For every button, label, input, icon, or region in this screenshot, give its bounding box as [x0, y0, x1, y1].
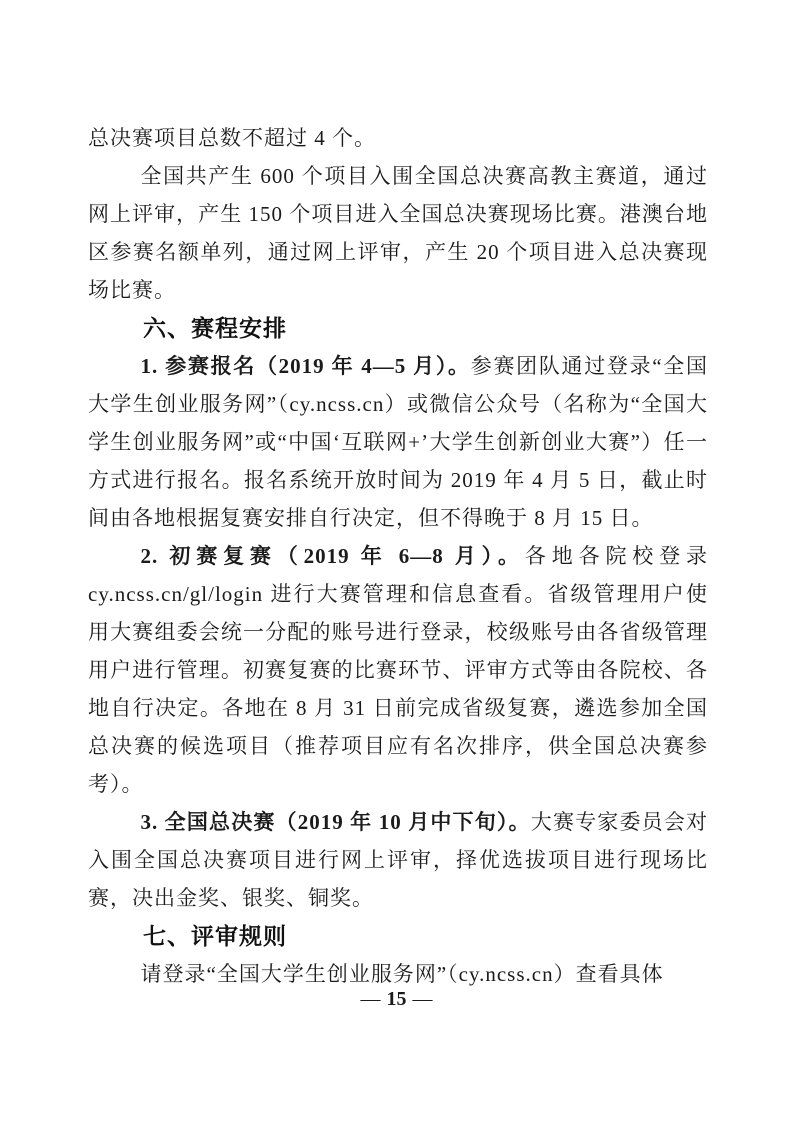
page-number: 15 — [386, 988, 407, 1010]
paragraph-quota: 全国共产生 600 个项目入围全国总决赛高教主赛道，通过网上评审，产生 150 个项目进入全国总决赛现场比赛。港澳台地区参赛名额单列，通过网上评审，产生 20 个项目进入总决赛现场比赛。 — [88, 164, 708, 302]
paragraph-intro-continued: 总决赛项目总数不超过 4 个。 — [88, 126, 376, 150]
paragraph-schedule-item-2 — [88, 537, 708, 803]
schedule-item-2-body: 各地各院校登录 cy.ncss.cn/gl/login 进行大赛管理和信息查看。省级管理用户使用大赛组委会统一分配的账号进行登录，校级账号由各省级管理用户进行管理。初赛复赛的比赛环节、评审方式等由各院校、各地自行决定。各地在 8 月 31 日前完成省级复赛，遴选参加全国总决赛的候选项目（推荐项目应有名次排序，供全国总决赛参考）。 — [88, 544, 709, 796]
footer-dash-right: — — [412, 988, 433, 1010]
page-footer — [0, 987, 793, 1011]
schedule-item-3-body: 大赛专家委员会对入围全国总决赛项目进行网上评审，择优选拔项目进行现场比赛，决出金奖、银奖、铜奖。 — [88, 810, 709, 910]
footer-dash-left: — — [360, 988, 381, 1010]
schedule-item-1-body: 参赛团队通过登录“全国大学生创业服务网”（cy.ncss.cn）或微信公众号（名称为“全国大学生创业服务网”或“中国‘互联网+’大学生创新创业大赛”）任一方式进行报名。报名系统开放时间为 2019 年 4 月 5 日，截止时间由各地根据复赛安排自行决定，但不得晚于 8 月 15 日。 — [88, 354, 708, 530]
paragraph-schedule-item-1 — [88, 347, 708, 537]
paragraph-review-rules-first-line: 请登录“全国大学生创业服务网”（cy.ncss.cn）查看具体 — [140, 962, 664, 986]
section-heading-schedule: 六、赛程安排 — [143, 315, 287, 341]
section-heading-review-rules: 七、评审规则 — [143, 923, 287, 949]
schedule-item-3-lead: 3. 全国总决赛（2019 年 10 月中下旬）。 — [140, 810, 531, 834]
schedule-item-1-lead: 1. 参赛报名（2019 年 4—5 月）。 — [140, 354, 471, 378]
document-body — [88, 119, 708, 993]
schedule-item-2-lead: 2. 初赛复赛（2019 年 6—8 月）。 — [140, 544, 525, 568]
paragraph-schedule-item-3 — [88, 803, 708, 917]
